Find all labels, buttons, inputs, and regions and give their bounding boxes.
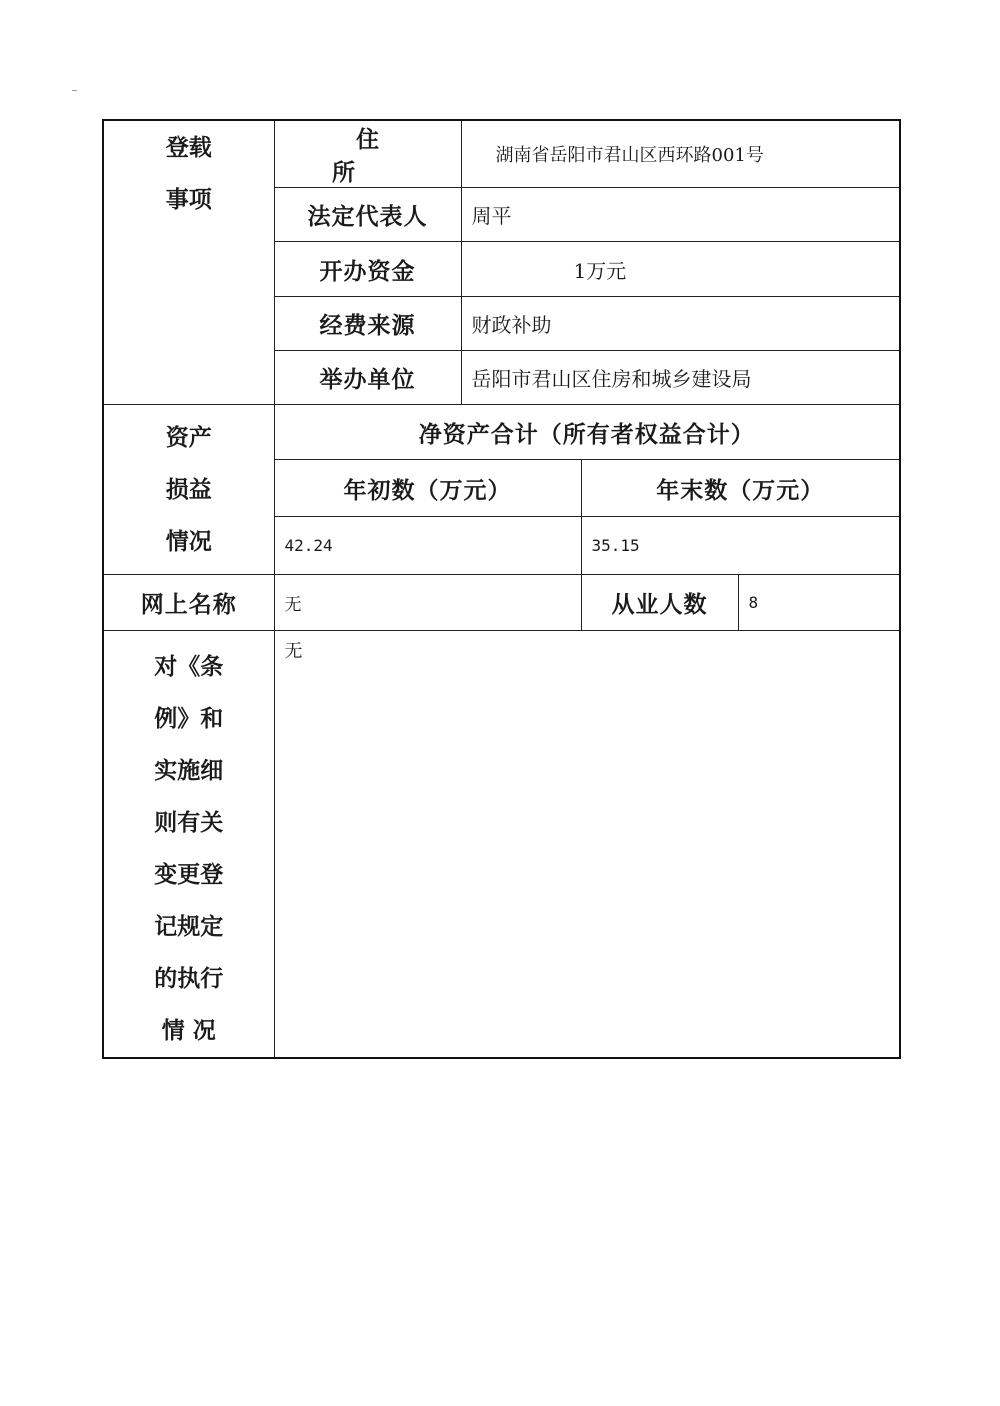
compliance-label-line8: 情 况 — [161, 1018, 216, 1044]
assets-section-label — [103, 405, 274, 575]
online-row — [103, 575, 900, 631]
net-assets-header-row — [103, 405, 900, 460]
compliance-value-cell — [274, 631, 900, 1059]
staff-label: 从业人数 — [581, 575, 738, 631]
net-assets-header: 净资产合计（所有者权益合计） — [274, 405, 900, 460]
scan-mark — [72, 90, 77, 91]
year-start-value: 42.24 — [274, 517, 581, 575]
compliance-label-line2: 例》和 — [154, 706, 224, 732]
registration-label-line2: 事项 — [165, 187, 212, 213]
funding-value: 财政补助 — [461, 297, 900, 351]
address-label: 住所 — [274, 120, 461, 188]
staff-value: 8 — [738, 575, 900, 631]
registration-section-label — [103, 120, 274, 405]
compliance-label-line6: 记规定 — [154, 914, 224, 940]
compliance-label-line3: 实施细 — [154, 758, 224, 784]
year-end-value: 35.15 — [581, 517, 900, 575]
year-start-header: 年初数（万元） — [274, 460, 581, 517]
online-name-label: 网上名称 — [103, 575, 274, 631]
registration-form-table — [102, 119, 901, 1059]
legal-rep-value: 周平 — [461, 188, 900, 242]
compliance-label-line5: 变更登 — [154, 862, 224, 888]
compliance-row — [103, 631, 900, 1059]
assets-label-line2: 损益 — [165, 476, 212, 503]
capital-value: 1万元 — [461, 242, 900, 297]
compliance-section-label — [103, 631, 274, 1059]
online-name-value: 无 — [274, 575, 581, 631]
compliance-label-line1: 对《条 — [154, 654, 224, 680]
assets-label-line1: 资产 — [165, 424, 212, 451]
assets-label-line3: 情况 — [165, 528, 212, 555]
funding-label: 经费来源 — [274, 297, 461, 351]
compliance-label-line4: 则有关 — [154, 810, 224, 836]
sponsor-value: 岳阳市君山区住房和城乡建设局 — [461, 351, 900, 405]
address-value: 湖南省岳阳市君山区西环路001号 — [461, 120, 900, 188]
compliance-label-line7: 的执行 — [154, 966, 224, 992]
registration-label-line1: 登载 — [165, 135, 212, 161]
address-row — [103, 120, 900, 188]
sponsor-label: 举办单位 — [274, 351, 461, 405]
legal-rep-label: 法定代表人 — [274, 188, 461, 242]
year-end-header: 年末数（万元） — [581, 460, 900, 517]
compliance-value: 无 — [284, 641, 303, 662]
capital-label: 开办资金 — [274, 242, 461, 297]
